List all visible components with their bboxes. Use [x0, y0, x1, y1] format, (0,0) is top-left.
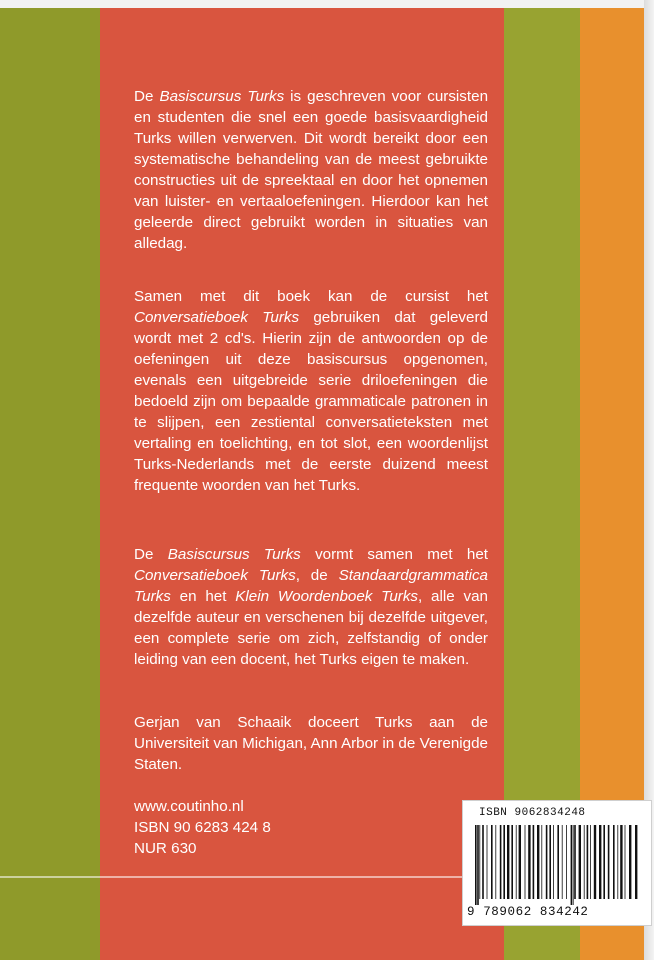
barcode-bar	[516, 825, 517, 899]
barcode-bar	[571, 825, 573, 905]
paragraph-text-run: , alle van dezelfde auteur en verschenen bij dezelfde uitgever, een complete serie om zich, zelfstandig of onder leiding van een docent, het Turks eigen te maken.	[134, 588, 488, 668]
description-paragraph	[134, 86, 488, 254]
barcode-bars	[473, 825, 643, 905]
barcode-bar	[546, 825, 548, 899]
barcode-bar	[599, 825, 601, 899]
barcode-bar	[617, 825, 618, 899]
barcode-isbn-text: ISBN 9062834248	[479, 807, 586, 819]
barcode-ean-digits: 9 789062 834242	[467, 905, 589, 919]
barcode-bar	[487, 825, 488, 899]
barcode-bar	[587, 825, 589, 899]
barcode-bar	[620, 825, 622, 899]
book-title-italic: Conversatieboek Turks	[134, 567, 296, 584]
book-title-italic: Conversatieboek Turks	[134, 309, 300, 326]
barcode-bar	[511, 825, 513, 899]
barcode-bar	[579, 825, 581, 899]
barcode-bar	[477, 825, 479, 905]
barcode-bar	[528, 825, 530, 899]
book-title-italic: Klein Woordenboek Turks	[235, 588, 419, 605]
barcode-bar	[613, 825, 615, 899]
barcode-bar	[557, 825, 559, 899]
book-title-italic: Basiscursus Turks	[159, 88, 285, 105]
barcode-bar	[562, 825, 563, 899]
barcode-bar	[482, 825, 484, 899]
barcode-bar	[594, 825, 596, 899]
companion-block	[134, 286, 488, 496]
barcode-bar	[573, 825, 574, 905]
isbn-line: ISBN 90 6283 424 8	[134, 819, 271, 836]
imprint-block	[134, 796, 488, 859]
barcode-bar	[533, 825, 535, 899]
paragraph-text-run: en het	[170, 588, 236, 605]
barcode-bar	[541, 825, 542, 899]
green-left-band	[0, 8, 100, 960]
barcode-bar	[584, 825, 585, 899]
barcode-bar	[479, 825, 480, 899]
barcode-bar	[629, 825, 631, 899]
paragraph-text-run: De	[134, 88, 160, 105]
description-block	[134, 86, 488, 254]
nur-line: NUR 630	[134, 840, 197, 857]
paragraph-text-run: Samen met dit boek kan de cursist het	[134, 288, 488, 305]
barcode-bar	[566, 825, 567, 899]
book-title-italic: Basiscursus Turks	[167, 546, 301, 563]
paragraph-text-run: vormt samen met het	[300, 546, 488, 563]
barcode-bar	[503, 825, 505, 899]
barcode-bar	[603, 825, 605, 899]
barcode-bar	[495, 825, 496, 899]
barcode-bar	[491, 825, 493, 899]
book-title-italic: Standaardgrammatica Turks	[134, 567, 488, 605]
series-paragraph	[134, 544, 488, 670]
barcode-label	[462, 800, 652, 926]
companion-paragraph	[134, 286, 488, 496]
barcode-bar	[500, 825, 502, 899]
barcode-bar	[590, 825, 591, 899]
barcode-bar	[507, 825, 509, 899]
barcode-bar	[525, 825, 526, 899]
paragraph-text-run: De	[134, 546, 168, 563]
publisher-website: www.coutinho.nl	[134, 798, 244, 815]
barcode-bar	[549, 825, 551, 899]
barcode-bar	[574, 825, 576, 899]
barcode-bar	[635, 825, 637, 899]
author-block	[134, 712, 488, 775]
author-paragraph: Gerjan van Schaaik doceert Turks aan de Universiteit van Michigan, Ann Arbor in de Verenigde Staten.	[134, 714, 488, 773]
barcode-bar	[475, 825, 477, 905]
barcode-bar	[608, 825, 610, 899]
barcode-bar	[553, 825, 554, 899]
barcode-bar	[519, 825, 521, 899]
paragraph-text-run: , de	[295, 567, 339, 584]
paragraph-text-run: is geschreven voor cursisten en studenten die snel een goede basisvaardigheid Turks willen verwerven. Dit wordt bereikt door een systematische behandeling van de meest gebruikte constructies uit de spreektaal en door het opnemen van luister- en vertaaloefeningen. Hierdoor kan het geleerde direct gebruikt worden in situaties van alledag.	[134, 88, 489, 252]
series-block	[134, 544, 488, 670]
barcode-bar	[625, 825, 626, 899]
barcode-bar	[537, 825, 539, 899]
paragraph-text-run: gebruiken dat geleverd wordt met 2 cd's. Hierin zijn de antwoorden op de oefeningen uit deze basiscursus opgenomen, evenals een uitgebreide serie driloefeningen die bedoeld zijn om bepaalde grammaticale patronen in te slijpen, een zestiental conversatieteksten met vertaling en toelichting, en tot slot, een woordenlijst Turks-Nederlands met de eerste duizend meest frequente woorden van het Turks.	[134, 309, 488, 494]
